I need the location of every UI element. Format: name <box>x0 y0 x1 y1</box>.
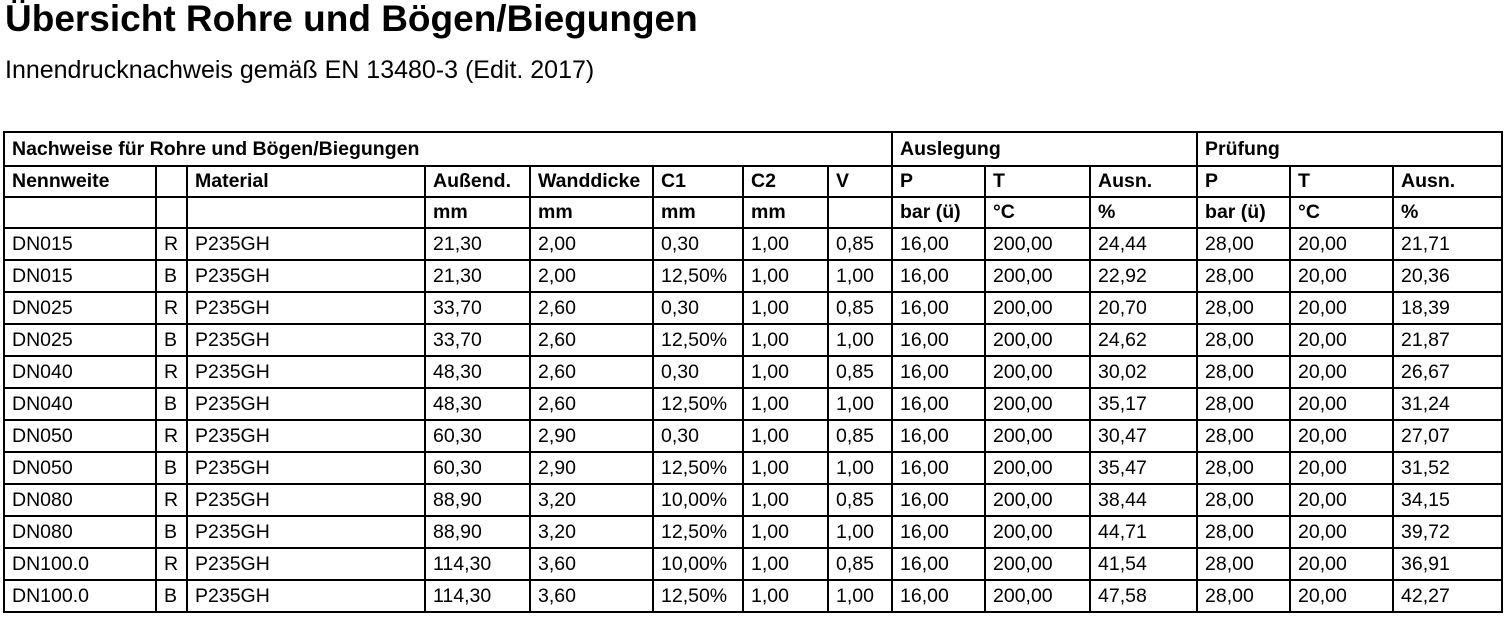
unit-pruefung-p: bar (ü) <box>1197 197 1290 228</box>
cell-aussend: 21,30 <box>425 228 530 260</box>
table-row <box>4 292 1502 324</box>
cell-aussend: 60,30 <box>425 452 530 484</box>
cell-c2: 1,00 <box>743 548 828 580</box>
cell-auslegung-ausn: 35,47 <box>1090 452 1197 484</box>
cell-auslegung-p: 16,00 <box>892 548 985 580</box>
cell-wanddicke: 2,60 <box>530 356 653 388</box>
cell-auslegung-ausn: 47,58 <box>1090 580 1197 612</box>
col-header-pruefung-ausn: Ausn. <box>1393 166 1502 197</box>
cell-auslegung-p: 16,00 <box>892 420 985 452</box>
cell-v: 1,00 <box>828 388 892 420</box>
cell-v: 1,00 <box>828 260 892 292</box>
cell-auslegung-p: 16,00 <box>892 292 985 324</box>
cell-aussend: 88,90 <box>425 516 530 548</box>
cell-pruefung-t: 20,00 <box>1290 228 1393 260</box>
cell-c1: 0,30 <box>653 292 743 324</box>
group-header-nachweise: Nachweise für Rohre und Bögen/Biegungen <box>4 132 892 166</box>
cell-pruefung-t: 20,00 <box>1290 260 1393 292</box>
cell-material: P235GH <box>187 516 425 548</box>
cell-pruefung-p: 28,00 <box>1197 452 1290 484</box>
units-row <box>4 197 1502 228</box>
cell-pruefung-ausn: 34,15 <box>1393 484 1502 516</box>
cell-type: R <box>156 356 187 388</box>
table-header <box>4 132 1502 228</box>
cell-pruefung-p: 28,00 <box>1197 580 1290 612</box>
cell-auslegung-t: 200,00 <box>985 292 1090 324</box>
cell-auslegung-t: 200,00 <box>985 228 1090 260</box>
table-row <box>4 260 1502 292</box>
page-title: Übersicht Rohre und Bögen/Biegungen <box>5 0 698 39</box>
cell-aussend: 114,30 <box>425 580 530 612</box>
cell-wanddicke: 2,90 <box>530 452 653 484</box>
cell-nennweite: DN100.0 <box>4 548 156 580</box>
cell-material: P235GH <box>187 356 425 388</box>
cell-auslegung-t: 200,00 <box>985 356 1090 388</box>
cell-v: 1,00 <box>828 516 892 548</box>
cell-aussend: 33,70 <box>425 292 530 324</box>
cell-auslegung-p: 16,00 <box>892 580 985 612</box>
cell-c2: 1,00 <box>743 484 828 516</box>
col-header-pruefung-t: T <box>1290 166 1393 197</box>
cell-pruefung-t: 20,00 <box>1290 516 1393 548</box>
cell-c1: 10,00% <box>653 548 743 580</box>
cell-v: 0,85 <box>828 420 892 452</box>
col-header-c2: C2 <box>743 166 828 197</box>
cell-wanddicke: 2,90 <box>530 420 653 452</box>
cell-pruefung-t: 20,00 <box>1290 388 1393 420</box>
cell-auslegung-p: 16,00 <box>892 324 985 356</box>
cell-pruefung-p: 28,00 <box>1197 388 1290 420</box>
cell-pruefung-ausn: 42,27 <box>1393 580 1502 612</box>
cell-wanddicke: 3,20 <box>530 516 653 548</box>
col-header-v: V <box>828 166 892 197</box>
table-row <box>4 388 1502 420</box>
unit-pruefung-t: °C <box>1290 197 1393 228</box>
cell-pruefung-ausn: 31,52 <box>1393 452 1502 484</box>
cell-pruefung-t: 20,00 <box>1290 292 1393 324</box>
unit-type <box>156 197 187 228</box>
cell-c1: 12,50% <box>653 388 743 420</box>
cell-aussend: 48,30 <box>425 388 530 420</box>
group-header-row <box>4 132 1502 166</box>
cell-aussend: 60,30 <box>425 420 530 452</box>
cell-aussend: 114,30 <box>425 548 530 580</box>
col-header-auslegung-t: T <box>985 166 1090 197</box>
cell-pruefung-p: 28,00 <box>1197 420 1290 452</box>
cell-auslegung-ausn: 30,02 <box>1090 356 1197 388</box>
cell-material: P235GH <box>187 324 425 356</box>
cell-auslegung-p: 16,00 <box>892 260 985 292</box>
cell-nennweite: DN080 <box>4 484 156 516</box>
cell-auslegung-ausn: 30,47 <box>1090 420 1197 452</box>
cell-material: P235GH <box>187 228 425 260</box>
cell-v: 1,00 <box>828 452 892 484</box>
cell-aussend: 88,90 <box>425 484 530 516</box>
cell-auslegung-t: 200,00 <box>985 516 1090 548</box>
table-row <box>4 548 1502 580</box>
cell-type: B <box>156 388 187 420</box>
cell-v: 0,85 <box>828 484 892 516</box>
col-header-auslegung-ausn: Ausn. <box>1090 166 1197 197</box>
cell-c1: 0,30 <box>653 356 743 388</box>
cell-pruefung-ausn: 27,07 <box>1393 420 1502 452</box>
cell-auslegung-ausn: 20,70 <box>1090 292 1197 324</box>
cell-c1: 12,50% <box>653 260 743 292</box>
cell-pruefung-p: 28,00 <box>1197 228 1290 260</box>
cell-type: B <box>156 452 187 484</box>
table-row <box>4 420 1502 452</box>
cell-auslegung-p: 16,00 <box>892 484 985 516</box>
cell-c2: 1,00 <box>743 292 828 324</box>
unit-auslegung-t: °C <box>985 197 1090 228</box>
cell-v: 1,00 <box>828 324 892 356</box>
unit-auslegung-p: bar (ü) <box>892 197 985 228</box>
cell-wanddicke: 2,60 <box>530 388 653 420</box>
cell-auslegung-t: 200,00 <box>985 548 1090 580</box>
cell-c1: 10,00% <box>653 484 743 516</box>
cell-nennweite: DN040 <box>4 388 156 420</box>
col-header-type <box>156 166 187 197</box>
cell-material: P235GH <box>187 484 425 516</box>
unit-nennweite <box>4 197 156 228</box>
cell-pruefung-ausn: 36,91 <box>1393 548 1502 580</box>
cell-nennweite: DN050 <box>4 420 156 452</box>
cell-auslegung-p: 16,00 <box>892 356 985 388</box>
cell-auslegung-ausn: 22,92 <box>1090 260 1197 292</box>
unit-v <box>828 197 892 228</box>
cell-auslegung-ausn: 35,17 <box>1090 388 1197 420</box>
cell-auslegung-ausn: 41,54 <box>1090 548 1197 580</box>
cell-type: B <box>156 580 187 612</box>
cell-material: P235GH <box>187 388 425 420</box>
cell-c2: 1,00 <box>743 260 828 292</box>
cell-auslegung-t: 200,00 <box>985 452 1090 484</box>
cell-pruefung-ausn: 21,87 <box>1393 324 1502 356</box>
cell-auslegung-ausn: 24,44 <box>1090 228 1197 260</box>
cell-type: R <box>156 292 187 324</box>
group-header-auslegung: Auslegung <box>892 132 1197 166</box>
cell-wanddicke: 3,60 <box>530 548 653 580</box>
cell-v: 0,85 <box>828 292 892 324</box>
cell-type: B <box>156 516 187 548</box>
cell-auslegung-t: 200,00 <box>985 260 1090 292</box>
unit-pruefung-ausn: % <box>1393 197 1502 228</box>
cell-wanddicke: 2,00 <box>530 260 653 292</box>
cell-auslegung-t: 200,00 <box>985 324 1090 356</box>
cell-wanddicke: 3,20 <box>530 484 653 516</box>
cell-pruefung-t: 20,00 <box>1290 548 1393 580</box>
cell-pruefung-t: 20,00 <box>1290 420 1393 452</box>
group-header-pruefung: Prüfung <box>1197 132 1502 166</box>
cell-nennweite: DN025 <box>4 292 156 324</box>
cell-material: P235GH <box>187 260 425 292</box>
cell-pruefung-ausn: 21,71 <box>1393 228 1502 260</box>
cell-type: R <box>156 228 187 260</box>
cell-aussend: 48,30 <box>425 356 530 388</box>
cell-pruefung-p: 28,00 <box>1197 548 1290 580</box>
cell-c2: 1,00 <box>743 516 828 548</box>
cell-nennweite: DN040 <box>4 356 156 388</box>
cell-c1: 0,30 <box>653 420 743 452</box>
cell-wanddicke: 2,00 <box>530 228 653 260</box>
cell-c2: 1,00 <box>743 388 828 420</box>
cell-c1: 0,30 <box>653 228 743 260</box>
cell-auslegung-t: 200,00 <box>985 484 1090 516</box>
cell-nennweite: DN080 <box>4 516 156 548</box>
unit-c1: mm <box>653 197 743 228</box>
cell-auslegung-p: 16,00 <box>892 388 985 420</box>
cell-nennweite: DN015 <box>4 228 156 260</box>
cell-v: 0,85 <box>828 356 892 388</box>
cell-type: R <box>156 420 187 452</box>
unit-wanddicke: mm <box>530 197 653 228</box>
cell-pruefung-p: 28,00 <box>1197 516 1290 548</box>
unit-aussend: mm <box>425 197 530 228</box>
cell-pruefung-ausn: 31,24 <box>1393 388 1502 420</box>
cell-wanddicke: 3,60 <box>530 580 653 612</box>
cell-pruefung-t: 20,00 <box>1290 356 1393 388</box>
cell-c1: 12,50% <box>653 324 743 356</box>
cell-pruefung-ausn: 26,67 <box>1393 356 1502 388</box>
page-subtitle: Innendrucknachweis gemäß EN 13480-3 (Edit. 2017) <box>5 56 595 84</box>
cell-material: P235GH <box>187 548 425 580</box>
col-header-pruefung-p: P <box>1197 166 1290 197</box>
cell-auslegung-t: 200,00 <box>985 388 1090 420</box>
cell-type: B <box>156 324 187 356</box>
unit-material <box>187 197 425 228</box>
cell-c2: 1,00 <box>743 452 828 484</box>
cell-pruefung-p: 28,00 <box>1197 292 1290 324</box>
cell-material: P235GH <box>187 452 425 484</box>
cell-c1: 12,50% <box>653 516 743 548</box>
pipes-bends-table <box>3 131 1503 613</box>
table-row <box>4 452 1502 484</box>
col-header-material: Material <box>187 166 425 197</box>
cell-material: P235GH <box>187 292 425 324</box>
cell-c2: 1,00 <box>743 580 828 612</box>
cell-c2: 1,00 <box>743 356 828 388</box>
cell-v: 0,85 <box>828 228 892 260</box>
table-row <box>4 356 1502 388</box>
cell-pruefung-t: 20,00 <box>1290 580 1393 612</box>
cell-pruefung-p: 28,00 <box>1197 356 1290 388</box>
table-row <box>4 228 1502 260</box>
cell-auslegung-p: 16,00 <box>892 228 985 260</box>
column-header-row <box>4 166 1502 197</box>
cell-material: P235GH <box>187 580 425 612</box>
cell-material: P235GH <box>187 420 425 452</box>
cell-type: R <box>156 548 187 580</box>
cell-c1: 12,50% <box>653 452 743 484</box>
cell-pruefung-p: 28,00 <box>1197 324 1290 356</box>
cell-c2: 1,00 <box>743 420 828 452</box>
col-header-wanddicke: Wanddicke <box>530 166 653 197</box>
col-header-c1: C1 <box>653 166 743 197</box>
unit-c2: mm <box>743 197 828 228</box>
col-header-auslegung-p: P <box>892 166 985 197</box>
cell-aussend: 21,30 <box>425 260 530 292</box>
cell-c1: 12,50% <box>653 580 743 612</box>
cell-wanddicke: 2,60 <box>530 292 653 324</box>
cell-nennweite: DN050 <box>4 452 156 484</box>
cell-auslegung-ausn: 44,71 <box>1090 516 1197 548</box>
table-row <box>4 324 1502 356</box>
unit-auslegung-ausn: % <box>1090 197 1197 228</box>
cell-auslegung-p: 16,00 <box>892 516 985 548</box>
cell-pruefung-t: 20,00 <box>1290 452 1393 484</box>
col-header-nennweite: Nennweite <box>4 166 156 197</box>
cell-nennweite: DN025 <box>4 324 156 356</box>
cell-nennweite: DN015 <box>4 260 156 292</box>
cell-pruefung-ausn: 18,39 <box>1393 292 1502 324</box>
cell-pruefung-p: 28,00 <box>1197 260 1290 292</box>
cell-c2: 1,00 <box>743 324 828 356</box>
cell-pruefung-t: 20,00 <box>1290 324 1393 356</box>
cell-auslegung-t: 200,00 <box>985 580 1090 612</box>
cell-v: 1,00 <box>828 580 892 612</box>
cell-auslegung-t: 200,00 <box>985 420 1090 452</box>
cell-aussend: 33,70 <box>425 324 530 356</box>
cell-c2: 1,00 <box>743 228 828 260</box>
cell-auslegung-ausn: 24,62 <box>1090 324 1197 356</box>
table-row <box>4 484 1502 516</box>
cell-type: B <box>156 260 187 292</box>
cell-auslegung-ausn: 38,44 <box>1090 484 1197 516</box>
cell-auslegung-p: 16,00 <box>892 452 985 484</box>
col-header-aussend: Außend. <box>425 166 530 197</box>
cell-v: 0,85 <box>828 548 892 580</box>
cell-wanddicke: 2,60 <box>530 324 653 356</box>
cell-pruefung-ausn: 20,36 <box>1393 260 1502 292</box>
cell-type: R <box>156 484 187 516</box>
table-row <box>4 580 1502 612</box>
cell-pruefung-p: 28,00 <box>1197 484 1290 516</box>
cell-pruefung-ausn: 39,72 <box>1393 516 1502 548</box>
cell-pruefung-t: 20,00 <box>1290 484 1393 516</box>
table-row <box>4 516 1502 548</box>
cell-nennweite: DN100.0 <box>4 580 156 612</box>
table-body <box>4 228 1502 612</box>
